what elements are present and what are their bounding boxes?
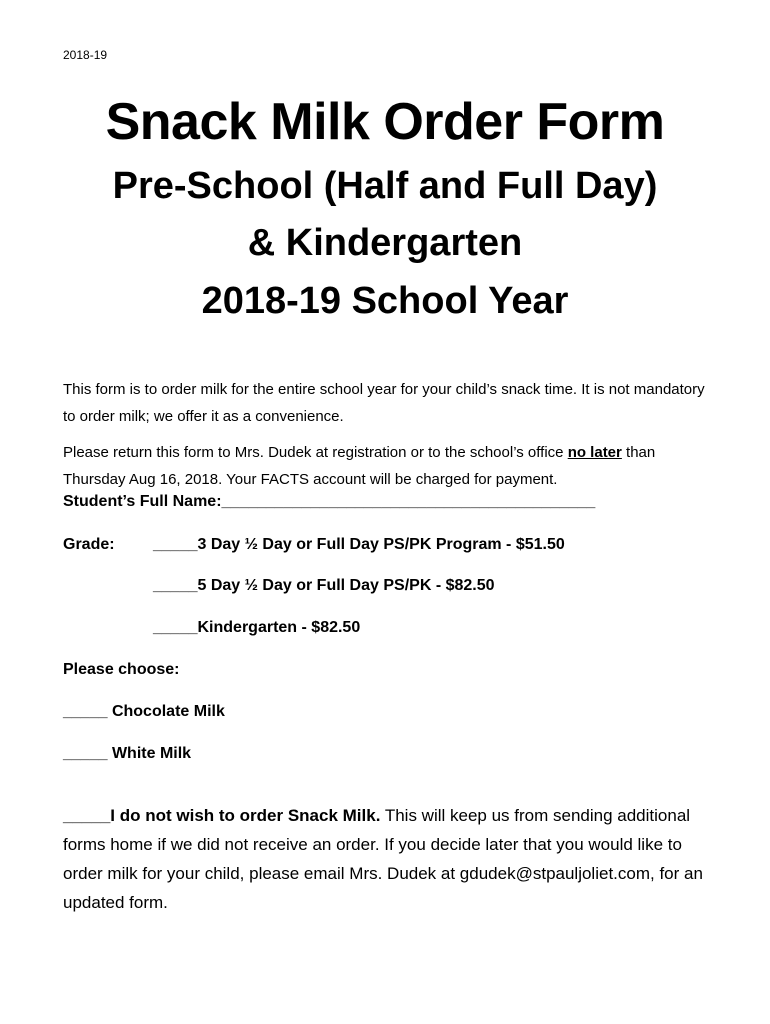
grade-option-3-day[interactable] (153, 536, 565, 554)
student-name-field[interactable] (63, 493, 595, 511)
subtitle-school-year: 2018-19 School Year (201, 280, 569, 322)
milk-option-label: Chocolate Milk (107, 703, 225, 720)
grade-option-blank[interactable]: _____ (153, 577, 198, 594)
grade-option-5-day[interactable] (153, 577, 495, 595)
subtitle-preschool: Pre-School (Half and Full Day) (112, 165, 658, 207)
optout-explanation: This will keep us from sending additional forms home if we did not receive an order. If you decide later that you would like to order milk for your child, please email Mrs. Dudek at gdudek@stpauljoliet.com, for an updated form. (63, 806, 703, 912)
year-tag: 2018-19 (63, 48, 108, 62)
please-choose-label: Please choose: (63, 661, 180, 678)
grade-option-kindergarten[interactable] (153, 619, 360, 637)
grade-option-label: Kindergarten - $82.50 (197, 619, 361, 636)
milk-option-blank[interactable]: _____ (63, 703, 108, 720)
grade-option-label: 3 Day ½ Day or Full Day PS/PK Program - $51.50 (197, 536, 565, 553)
student-name-label: Student’s Full Name: (63, 493, 222, 510)
deadline-emphasis: no later (567, 444, 622, 461)
return-text-before: Please return this form to Mrs. Dudek at registration or to the school’s office (63, 444, 568, 461)
grade-label: Grade: (63, 536, 115, 553)
grade-option-blank[interactable]: _____ (153, 619, 198, 636)
milk-option-white[interactable] (63, 745, 191, 763)
return-text-after: than Thursday Aug 16, 2018. Your FACTS account will be charged for payment. (63, 444, 656, 488)
return-instructions (63, 439, 713, 493)
milk-option-label: White Milk (107, 745, 192, 762)
form-title: Snack Milk Order Form (105, 93, 665, 151)
milk-option-blank[interactable]: _____ (63, 745, 108, 762)
grade-option-label: 5 Day ½ Day or Full Day PS/PK - $82.50 (197, 577, 495, 594)
intro-paragraph: This form is to order milk for the entire school year for your child’s snack time. It is not mandatory to order milk; we offer it as a convenience. (63, 381, 705, 425)
optout-blank[interactable]: _____ (63, 806, 111, 825)
optout-statement: I do not wish to order Snack Milk. (110, 806, 381, 825)
subtitle-kindergarten: & Kindergarten (247, 222, 523, 264)
student-name-blank[interactable]: __________________________________________ (221, 493, 596, 510)
optout-section (63, 801, 723, 917)
milk-option-chocolate[interactable] (63, 703, 225, 721)
grade-option-blank[interactable]: _____ (153, 536, 198, 553)
